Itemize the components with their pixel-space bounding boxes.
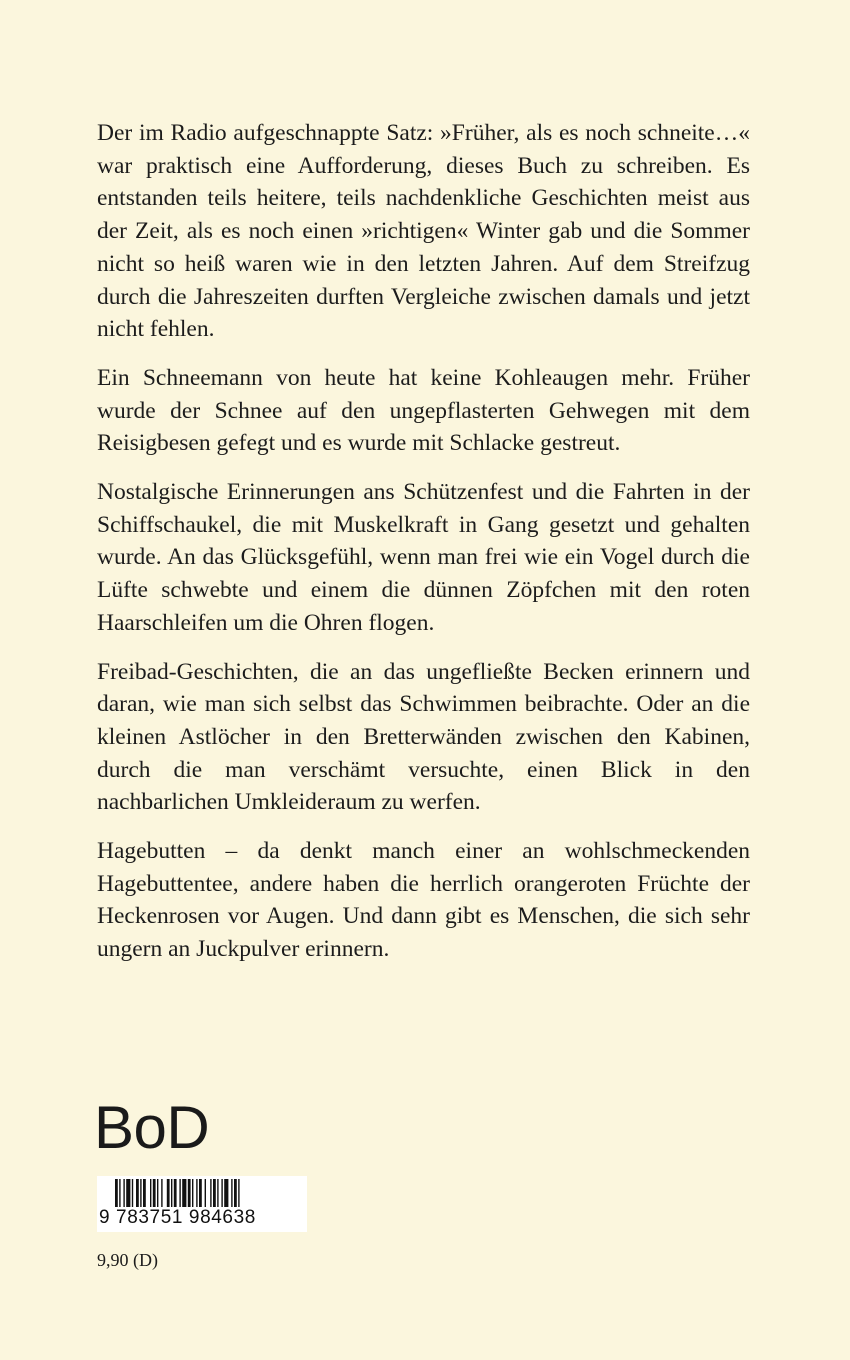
barcode-bar — [150, 1179, 151, 1207]
barcode-bar — [234, 1179, 237, 1207]
blurb-paragraph-2: Ein Schneemann von heute hat keine Kohleaugen mehr. Früher wurde der Schnee auf den ungepflasterten Gehwegen mit dem Reisigbesen gefegt und es wurde mit Schlacke gestreut. — [97, 364, 750, 457]
barcode-bar — [205, 1179, 206, 1207]
barcode-bar — [188, 1179, 191, 1207]
barcode-bar — [174, 1179, 177, 1207]
barcode-bar — [210, 1179, 211, 1207]
barcode-bar — [224, 1179, 228, 1207]
barcode-bar — [161, 1179, 162, 1207]
barcode-bar — [221, 1179, 222, 1207]
barcode-bar — [136, 1179, 139, 1207]
barcode-bar — [238, 1179, 239, 1207]
barcode-bar — [115, 1179, 118, 1207]
barcode-bar — [182, 1179, 186, 1207]
barcode-bar — [140, 1179, 141, 1207]
barcode-bar — [196, 1179, 197, 1207]
barcode-bar — [179, 1179, 180, 1207]
barcode-bar — [199, 1179, 202, 1207]
barcode-bar — [119, 1179, 120, 1207]
blurb-paragraph-4: Freibad-Geschichten, die an das ungefließte Becken erinnern und daran, wie man sich selbst das Schwimmen beibrachte. Oder an die kleinen Astlöcher in den Bretterwänden zwischen den Kabinen, durch die man verschämt versuchte, einen Blick in den nachbarlichen Umkleideraum zu werfen. — [97, 658, 750, 816]
barcode-bar — [157, 1179, 158, 1207]
price-label: 9,90 (D) — [97, 1250, 158, 1270]
isbn-number: 9 783751 984638 — [99, 1207, 256, 1228]
barcode-bar — [143, 1179, 146, 1207]
barcode-bar — [153, 1179, 156, 1207]
barcode-bar — [123, 1179, 124, 1207]
barcode-bars — [115, 1179, 290, 1207]
barcode-bar — [171, 1179, 172, 1207]
barcode-bar — [132, 1179, 133, 1207]
barcode-bar — [231, 1179, 232, 1207]
barcode-bar — [192, 1179, 193, 1207]
barcode-bar — [167, 1179, 170, 1207]
blurb-paragraph-3: Nostalgische Erinnerungen ans Schützenfest und die Fahrten in der Schiffschaukel, die mit Muskelkraft in Gang gesetzt und gehalten wurde. An das Glücksgefühl, wenn man frei wie ein Vogel durch die Lüfte schwebte und einem die dünnen Zöpfchen mit den roten Haarschleifen um die Ohren flogen. — [97, 479, 750, 636]
blurb-paragraph-5: Hagebutten – da denkt manch einer an wohlschmeckenden Hagebuttentee, andere haben die herrlich orangeroten Früchte der Heckenrosen vor Augen. Und dann gibt es Menschen, die sich sehr ungern an Juckpulver erinnern. — [97, 838, 750, 963]
barcode-bar — [217, 1179, 218, 1207]
barcode-bar — [213, 1179, 216, 1207]
blurb-paragraph-1: Der im Radio aufgeschnappte Satz: »Früher, als es noch schneite…« war praktisch eine Aufforderung, dieses Buch zu schreiben. Es entstanden teils heitere, teils nachdenkliche Geschichten meist aus der Zeit, als es noch einen »richtigen« Winter gab und die Sommer nicht so heiß waren wie in den letzten Jahren. Auf dem Streifzug durch die Jahreszeiten durften Vergleiche zwischen damals und jetzt nicht fehlen. — [97, 120, 750, 343]
publisher-logo: BoD — [94, 1094, 210, 1161]
blurb-text — [97, 117, 750, 982]
barcode-bar — [126, 1179, 130, 1207]
isbn-barcode — [97, 1176, 307, 1232]
